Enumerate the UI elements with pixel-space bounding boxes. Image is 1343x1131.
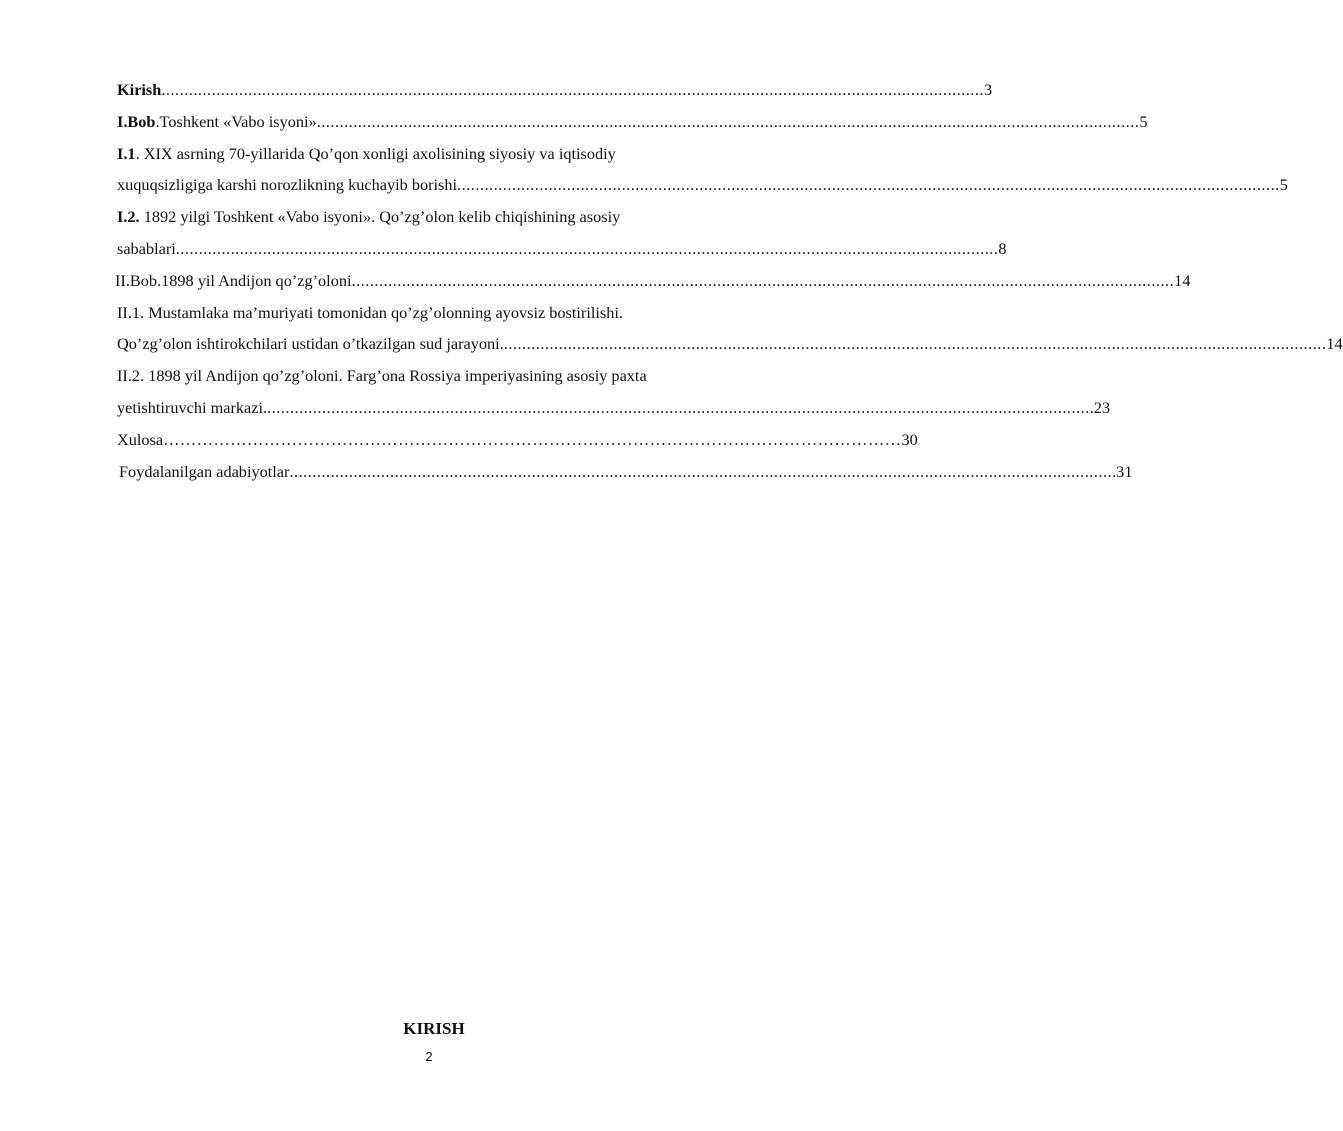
dot-leader: .................................................................................................................................................................................... bbox=[289, 461, 1113, 481]
toc-entry-xulosa: Xulosa …………………………………………………………………………………………………………………… 30 bbox=[117, 424, 739, 456]
dot-leader: .................................................................................................................................................................................... bbox=[503, 334, 1327, 354]
dot-leader: .................................................................................................................................................................................... bbox=[351, 270, 1175, 290]
section-heading: KIRISH bbox=[403, 1019, 465, 1038]
toc-page-number: 14 bbox=[1174, 270, 1191, 290]
toc-entry-bold: I.Bob bbox=[117, 111, 156, 131]
toc-entry-2-1-line1: II.1. Mustamlaka ma’muriyati tomonidan qo’zg’olonning ayovsiz bostirilishi. bbox=[117, 302, 623, 322]
toc-entry-1-1-line2: xuquqsizligiga karshi norozlikning kuchayib borishi .................................................................................................................................................................................... 5 bbox=[117, 169, 739, 201]
toc-page-number: 8 bbox=[998, 238, 1007, 258]
toc-entry-2-bob: II.Bob.1898 yil Andijon qo’zg’oloni .................................................................................................................................................................................... 14 bbox=[115, 265, 739, 297]
page-number: 2 bbox=[425, 1049, 433, 1064]
dot-leader: …………………………………………………………………………………………………………………… bbox=[163, 429, 902, 449]
toc-page-number: 5 bbox=[1139, 111, 1148, 131]
table-of-contents bbox=[115, 74, 1343, 487]
toc-entry-1-bob: I.Bob.Toshkent «Vabo isyoni» .................................................................................................................................................................................... 5 bbox=[117, 106, 739, 138]
toc-entry-2-2-line1: II.2. 1898 yil Andijon qo’zg’oloni. Farg’ona Rossiya imperiyasining asosiy paxta bbox=[117, 366, 647, 386]
toc-page-number: 30 bbox=[901, 429, 918, 449]
toc-page-number: 14 bbox=[1326, 334, 1343, 354]
toc-entry-bold: I.1 bbox=[117, 143, 136, 163]
dot-leader: .................................................................................................................................................................................... bbox=[316, 111, 1140, 131]
toc-entry-1-2-line1: I.2. 1892 yilgi Toshkent «Vabo isyoni». Qo’zg’olon kelib chiqishining asosiy bbox=[117, 207, 621, 227]
toc-page-number: .31 bbox=[1112, 461, 1133, 481]
dot-leader: .................................................................................................................................................................................... bbox=[267, 397, 1090, 417]
dot-leader: .................................................................................................................................................................................... bbox=[161, 80, 984, 99]
toc-entry-kirish bbox=[117, 74, 993, 106]
toc-entry-1-1-line1: I.1. XIX asrning 70-yillarida Qo’qon xonligi axolisining siyosiy va iqtisodiy bbox=[117, 143, 616, 163]
toc-page-number: .23 bbox=[1089, 397, 1111, 417]
toc-entry-adabiyotlar: Foydalanilgan adabiyotlar .................................................................................................................................................................................... .31 bbox=[119, 456, 739, 488]
dot-leader: .................................................................................................................................................................................... bbox=[175, 238, 999, 258]
dot-leader: .................................................................................................................................................................................... bbox=[457, 175, 1280, 195]
toc-entry-2-1-line2: Qo’zg’olon ishtirokchilari ustidan o’tkazilgan sud jarayoni. .................................................................................................................................................................................... 14 bbox=[117, 328, 739, 360]
toc-page-number: 5 bbox=[1279, 175, 1288, 195]
toc-entry-bold: I.2. bbox=[117, 207, 140, 227]
toc-entry-1-2-line2: sabablari .................................................................................................................................................................................... 8 bbox=[117, 233, 739, 265]
toc-entry-bold: Kirish bbox=[117, 80, 162, 99]
toc-entry-2-2-line2: yetishtiruvchi markazi. .................................................................................................................................................................................... .23 bbox=[117, 392, 739, 424]
toc-page-number: 3 bbox=[984, 80, 993, 99]
